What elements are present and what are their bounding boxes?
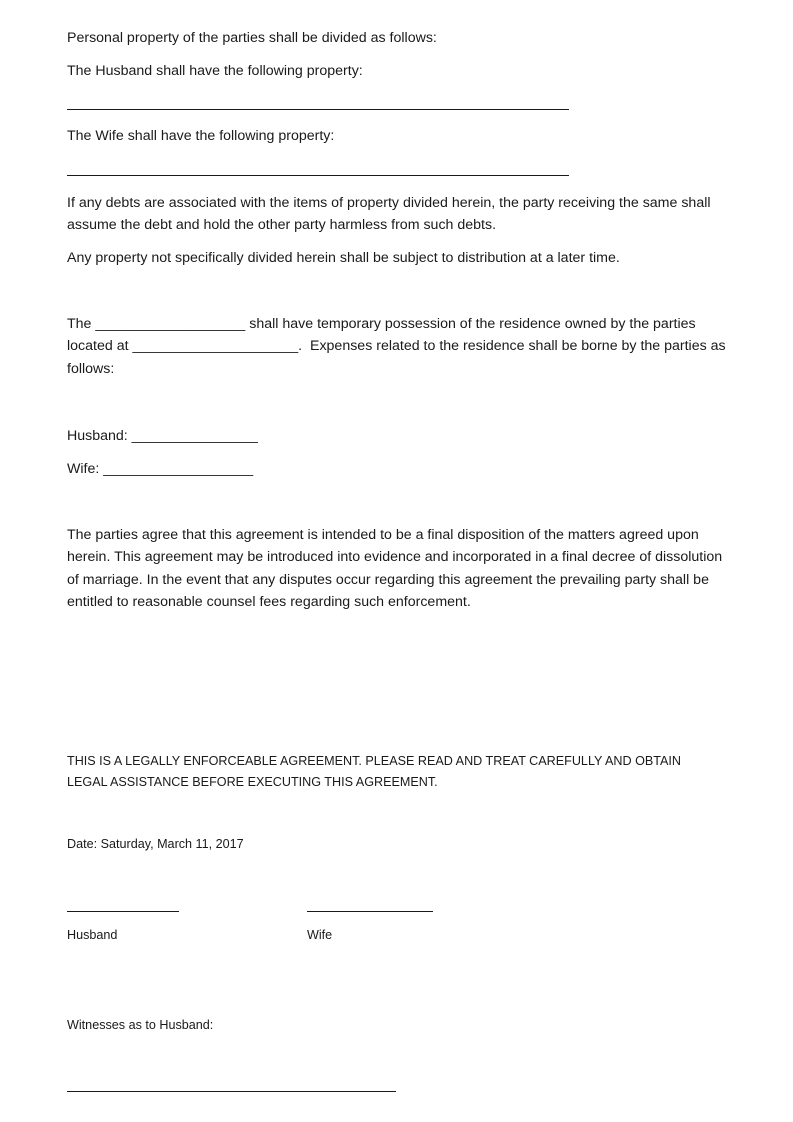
husband-signature-line	[67, 911, 179, 912]
wife-property-label: The Wife shall have the following property:	[67, 128, 335, 144]
final-disposition-clause: The parties agree that this agreement is intended to be a final disposition of the matters agreed upon herein. This agreement may be introduced into evidence and incorporated in a final decree of dissolution of marriage. In the event that any disputes occur regarding this agreement the prevailing party shall be entitled to reasonable counsel fees regarding such enforcement.	[67, 527, 727, 610]
witness-signature-line	[67, 1091, 396, 1092]
wife-signature-line	[307, 911, 433, 912]
undivided-property-clause: Any property not specifically divided herein shall be subject to distribution at a later time.	[67, 250, 620, 266]
residence-clause: The ___________________ shall have temporary possession of the residence owned by the parties located at _____________________. Expenses related to the residence shall be borne by the parties as follows:	[67, 316, 730, 377]
witnesses-husband-label: Witnesses as to Husband:	[67, 1018, 214, 1032]
wife-expense-line: Wife: ___________________	[67, 461, 254, 477]
husband-signature-label: Husband	[67, 928, 118, 942]
wife-property-blank-line	[67, 175, 569, 176]
date-line: Date: Saturday, March 11, 2017	[67, 837, 244, 851]
husband-property-blank-line	[67, 109, 569, 110]
personal-property-intro: Personal property of the parties shall be divided as follows:	[67, 30, 437, 46]
legal-warning: THIS IS A LEGALLY ENFORCEABLE AGREEMENT. PLEASE READ AND TREAT CAREFULLY AND OBTAIN LEGAL ASSISTANCE BEFORE EXECUTING THIS AGREEMENT.	[67, 754, 685, 789]
husband-expense-line: Husband: ________________	[67, 428, 258, 444]
husband-property-label: The Husband shall have the following property:	[67, 63, 363, 79]
wife-signature-label: Wife	[307, 928, 333, 942]
debts-clause: If any debts are associated with the items of property divided herein, the party receiving the same shall assume the debt and hold the other party harmless from such debts.	[67, 195, 715, 234]
